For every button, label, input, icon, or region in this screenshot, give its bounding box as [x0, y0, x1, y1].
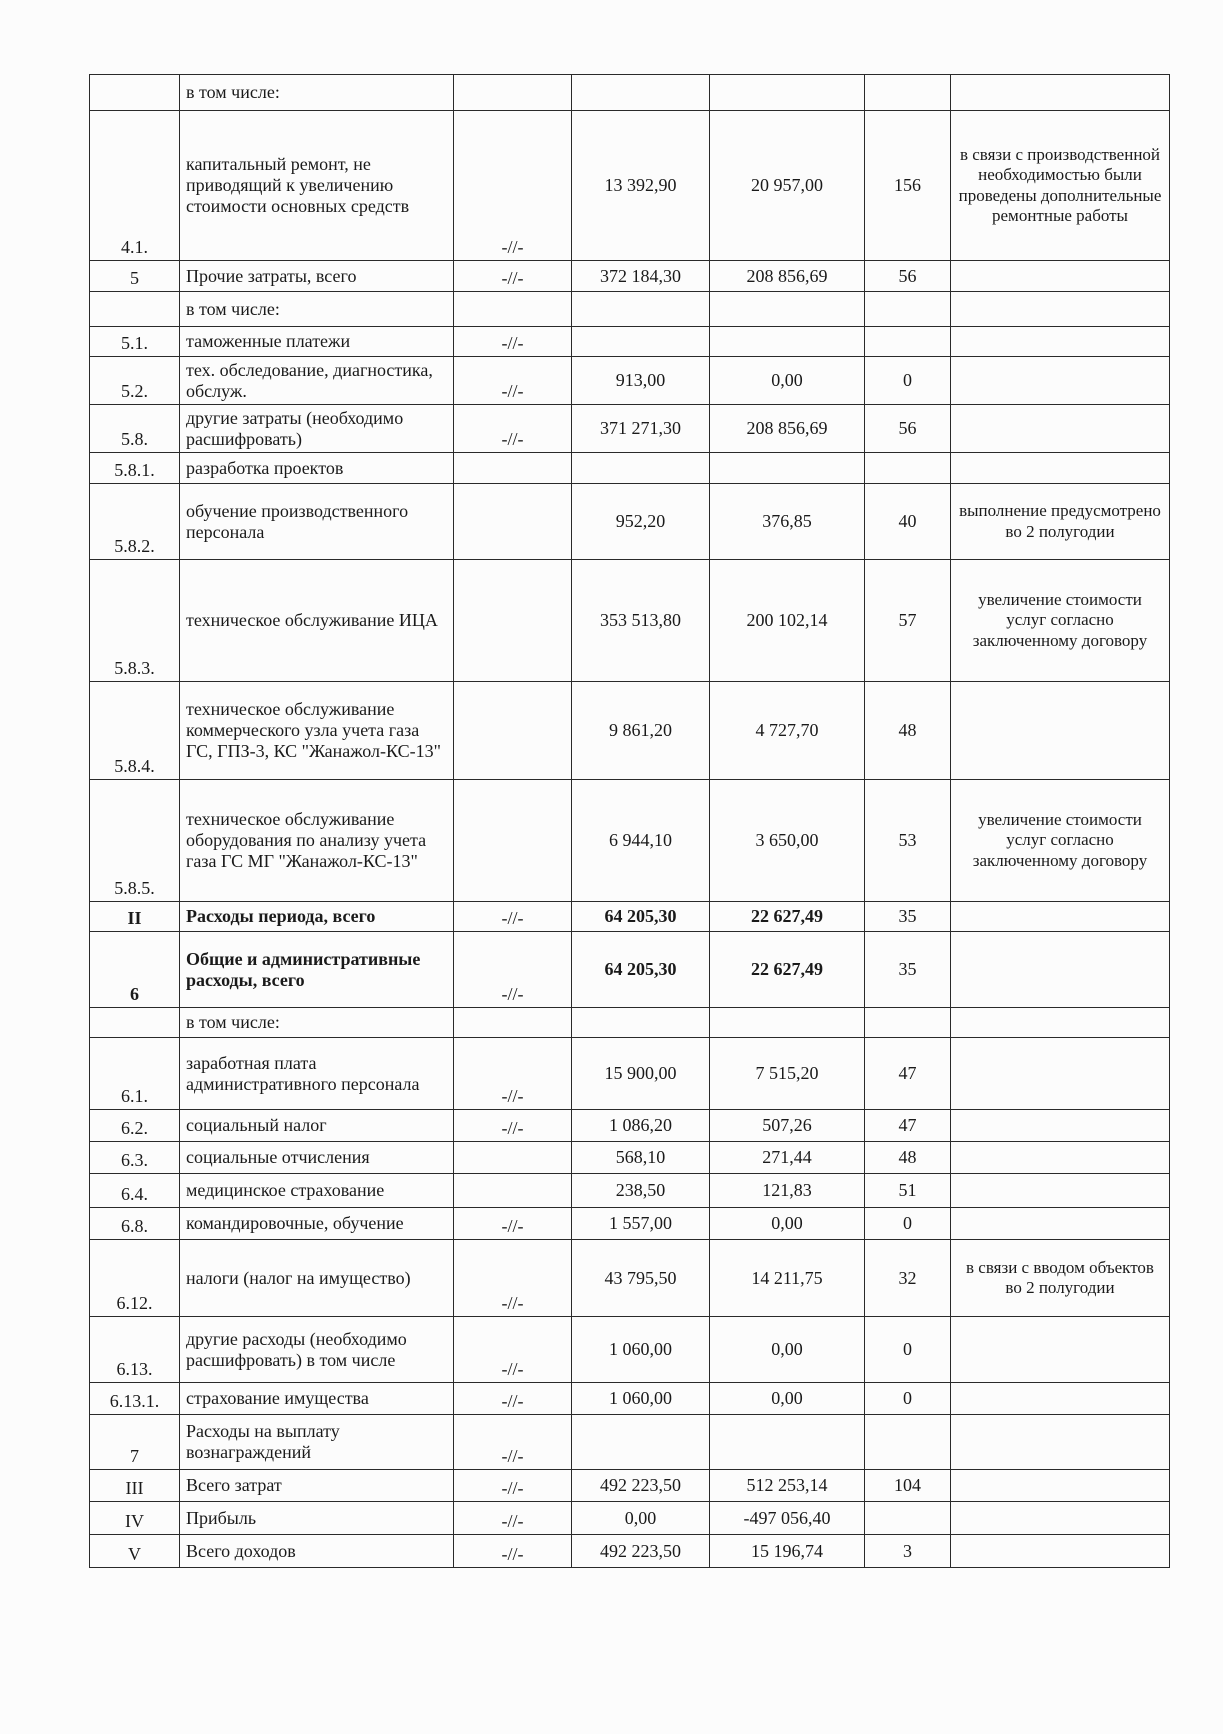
row-number: 4.1. [90, 111, 180, 261]
row-unit [454, 780, 572, 902]
row-plan-value [572, 1415, 710, 1470]
table-row [90, 484, 1170, 560]
row-fact-value: 0,00 [710, 1317, 865, 1383]
row-number: IV [90, 1502, 180, 1535]
row-percent [865, 75, 951, 111]
row-plan-value: 492 223,50 [572, 1535, 710, 1568]
row-name: Прибыль [180, 1502, 454, 1535]
row-fact-value [710, 1415, 865, 1470]
table-row [90, 780, 1170, 902]
row-unit [454, 484, 572, 560]
row-name: техническое обслуживание коммерческого узла учета газа ГС, ГПЗ-3, КС "Жанажол-КС-13" [180, 682, 454, 780]
row-note: выполнение предусмотрено во 2 полугодии [951, 484, 1170, 560]
row-name: другие затраты (необходимо расшифровать) [180, 405, 454, 453]
row-plan-value: 372 184,30 [572, 261, 710, 292]
row-plan-value [572, 75, 710, 111]
row-plan-value [572, 327, 710, 357]
row-number: 5.8.2. [90, 484, 180, 560]
row-unit: -//- [454, 1502, 572, 1535]
row-percent: 0 [865, 1208, 951, 1240]
row-name: налоги (налог на имущество) [180, 1240, 454, 1317]
row-note [951, 1317, 1170, 1383]
row-unit [454, 1008, 572, 1038]
table-row [90, 682, 1170, 780]
row-plan-value [572, 1008, 710, 1038]
row-unit [454, 453, 572, 484]
row-percent [865, 453, 951, 484]
row-percent: 35 [865, 932, 951, 1008]
row-percent [865, 292, 951, 327]
row-plan-value [572, 453, 710, 484]
row-percent: 0 [865, 1383, 951, 1415]
row-name: в том числе: [180, 292, 454, 327]
row-unit: -//- [454, 111, 572, 261]
row-number: 5.8. [90, 405, 180, 453]
row-unit: -//- [454, 1317, 572, 1383]
row-number: 7 [90, 1415, 180, 1470]
row-plan-value: 6 944,10 [572, 780, 710, 902]
row-fact-value: 121,83 [710, 1174, 865, 1208]
expense-report-table [89, 74, 1170, 1568]
row-unit: -//- [454, 327, 572, 357]
table-row [90, 1142, 1170, 1174]
row-note [951, 1535, 1170, 1568]
table-row [90, 1383, 1170, 1415]
row-percent: 3 [865, 1535, 951, 1568]
row-percent [865, 327, 951, 357]
row-unit: -//- [454, 1240, 572, 1317]
table-row [90, 405, 1170, 453]
row-unit: -//- [454, 1470, 572, 1502]
row-note [951, 1208, 1170, 1240]
row-percent [865, 1415, 951, 1470]
row-percent: 48 [865, 1142, 951, 1174]
row-fact-value: 0,00 [710, 1208, 865, 1240]
row-number: 5.1. [90, 327, 180, 357]
row-plan-value: 568,10 [572, 1142, 710, 1174]
row-note: в связи с вводом объектов во 2 полугодии [951, 1240, 1170, 1317]
row-plan-value: 492 223,50 [572, 1470, 710, 1502]
row-name: техническое обслуживание оборудования по анализу учета газа ГС МГ "Жанажол-КС-13" [180, 780, 454, 902]
row-fact-value: 4 727,70 [710, 682, 865, 780]
row-fact-value: 208 856,69 [710, 261, 865, 292]
row-plan-value: 353 513,80 [572, 560, 710, 682]
row-note [951, 1110, 1170, 1142]
row-note [951, 453, 1170, 484]
row-name: в том числе: [180, 75, 454, 111]
row-note: увеличение стоимости услуг согласно заключенному договору [951, 780, 1170, 902]
row-name: Всего затрат [180, 1470, 454, 1502]
row-name: Всего доходов [180, 1535, 454, 1568]
row-fact-value: 208 856,69 [710, 405, 865, 453]
row-name: обучение производственного персонала [180, 484, 454, 560]
row-unit [454, 1174, 572, 1208]
row-fact-value: 376,85 [710, 484, 865, 560]
row-fact-value: -497 056,40 [710, 1502, 865, 1535]
row-number: 6.13.1. [90, 1383, 180, 1415]
row-percent: 156 [865, 111, 951, 261]
row-number: 5 [90, 261, 180, 292]
row-number: 5.8.3. [90, 560, 180, 682]
row-note [951, 1038, 1170, 1110]
row-percent: 48 [865, 682, 951, 780]
row-name: Прочие затраты, всего [180, 261, 454, 292]
row-number: 5.8.1. [90, 453, 180, 484]
table-row [90, 292, 1170, 327]
row-name: страхование имущества [180, 1383, 454, 1415]
row-fact-value: 14 211,75 [710, 1240, 865, 1317]
table-row [90, 1240, 1170, 1317]
table-row [90, 932, 1170, 1008]
row-fact-value: 0,00 [710, 357, 865, 405]
row-percent [865, 1502, 951, 1535]
table-row [90, 1470, 1170, 1502]
row-fact-value: 7 515,20 [710, 1038, 865, 1110]
row-note [951, 405, 1170, 453]
row-plan-value: 9 861,20 [572, 682, 710, 780]
row-unit: -//- [454, 1038, 572, 1110]
row-percent: 51 [865, 1174, 951, 1208]
row-name: командировочные, обучение [180, 1208, 454, 1240]
row-fact-value: 3 650,00 [710, 780, 865, 902]
row-note [951, 292, 1170, 327]
row-fact-value [710, 327, 865, 357]
table-row [90, 453, 1170, 484]
row-plan-value: 1 086,20 [572, 1110, 710, 1142]
row-note: увеличение стоимости услуг согласно заключенному договору [951, 560, 1170, 682]
row-fact-value: 507,26 [710, 1110, 865, 1142]
row-number: 6.4. [90, 1174, 180, 1208]
row-note [951, 327, 1170, 357]
row-unit [454, 560, 572, 682]
row-fact-value [710, 292, 865, 327]
row-name: Расходы на выплату вознаграждений [180, 1415, 454, 1470]
row-number: 6.13. [90, 1317, 180, 1383]
row-percent: 53 [865, 780, 951, 902]
row-plan-value: 952,20 [572, 484, 710, 560]
row-number: 6.8. [90, 1208, 180, 1240]
row-fact-value: 20 957,00 [710, 111, 865, 261]
row-note [951, 1502, 1170, 1535]
row-plan-value: 64 205,30 [572, 932, 710, 1008]
row-percent: 32 [865, 1240, 951, 1317]
row-name: техническое обслуживание ИЦА [180, 560, 454, 682]
row-number: 6.12. [90, 1240, 180, 1317]
table-row [90, 111, 1170, 261]
row-number: 5.8.5. [90, 780, 180, 902]
table-row [90, 1415, 1170, 1470]
row-name: медицинское страхование [180, 1174, 454, 1208]
row-name: разработка проектов [180, 453, 454, 484]
report-table-body [90, 75, 1170, 1568]
row-name: социальный налог [180, 1110, 454, 1142]
row-plan-value: 0,00 [572, 1502, 710, 1535]
row-name: социальные отчисления [180, 1142, 454, 1174]
row-plan-value: 1 060,00 [572, 1317, 710, 1383]
table-row [90, 1110, 1170, 1142]
row-unit [454, 292, 572, 327]
row-unit: -//- [454, 1208, 572, 1240]
row-percent: 47 [865, 1110, 951, 1142]
row-percent: 0 [865, 357, 951, 405]
row-note [951, 75, 1170, 111]
row-number [90, 292, 180, 327]
row-note [951, 1383, 1170, 1415]
row-plan-value: 238,50 [572, 1174, 710, 1208]
row-number: 5.8.4. [90, 682, 180, 780]
row-name: таможенные платежи [180, 327, 454, 357]
table-row [90, 1174, 1170, 1208]
table-row [90, 1208, 1170, 1240]
row-note [951, 357, 1170, 405]
row-note [951, 902, 1170, 932]
row-number: 6.1. [90, 1038, 180, 1110]
row-unit: -//- [454, 902, 572, 932]
row-unit: -//- [454, 405, 572, 453]
row-fact-value: 15 196,74 [710, 1535, 865, 1568]
row-name: Общие и административные расходы, всего [180, 932, 454, 1008]
row-name: капитальный ремонт, не приводящий к увеличению стоимости основных средств [180, 111, 454, 261]
row-note: в связи с производственной необходимостью были проведены дополнительные ремонтные работы [951, 111, 1170, 261]
row-number [90, 1008, 180, 1038]
row-note [951, 1415, 1170, 1470]
table-row [90, 1317, 1170, 1383]
row-fact-value: 0,00 [710, 1383, 865, 1415]
row-unit: -//- [454, 357, 572, 405]
row-percent: 47 [865, 1038, 951, 1110]
table-row [90, 357, 1170, 405]
row-fact-value: 271,44 [710, 1142, 865, 1174]
row-fact-value: 22 627,49 [710, 902, 865, 932]
row-number: 6 [90, 932, 180, 1008]
row-number: III [90, 1470, 180, 1502]
row-fact-value [710, 1008, 865, 1038]
row-name: другие расходы (необходимо расшифровать) в том числе [180, 1317, 454, 1383]
row-plan-value: 43 795,50 [572, 1240, 710, 1317]
row-fact-value: 200 102,14 [710, 560, 865, 682]
row-number: V [90, 1535, 180, 1568]
table-row [90, 1535, 1170, 1568]
table-row [90, 902, 1170, 932]
table-row [90, 261, 1170, 292]
table-row [90, 1008, 1170, 1038]
row-note [951, 1142, 1170, 1174]
row-note [951, 932, 1170, 1008]
row-plan-value: 1 557,00 [572, 1208, 710, 1240]
row-name: тех. обследование, диагностика, обслуж. [180, 357, 454, 405]
row-plan-value: 913,00 [572, 357, 710, 405]
row-fact-value: 512 253,14 [710, 1470, 865, 1502]
row-unit [454, 1142, 572, 1174]
row-plan-value: 1 060,00 [572, 1383, 710, 1415]
row-number [90, 75, 180, 111]
row-note [951, 1174, 1170, 1208]
row-name: Расходы периода, всего [180, 902, 454, 932]
row-unit: -//- [454, 1110, 572, 1142]
row-unit [454, 75, 572, 111]
table-row [90, 75, 1170, 111]
row-percent: 0 [865, 1317, 951, 1383]
row-note [951, 682, 1170, 780]
row-percent: 104 [865, 1470, 951, 1502]
table-row [90, 1502, 1170, 1535]
row-name: заработная плата административного персонала [180, 1038, 454, 1110]
row-unit: -//- [454, 932, 572, 1008]
row-unit: -//- [454, 261, 572, 292]
table-row [90, 560, 1170, 682]
row-number: II [90, 902, 180, 932]
row-number: 6.3. [90, 1142, 180, 1174]
row-note [951, 261, 1170, 292]
row-number: 5.2. [90, 357, 180, 405]
row-plan-value: 64 205,30 [572, 902, 710, 932]
row-name: в том числе: [180, 1008, 454, 1038]
row-number: 6.2. [90, 1110, 180, 1142]
row-plan-value [572, 292, 710, 327]
row-unit: -//- [454, 1415, 572, 1470]
row-fact-value [710, 75, 865, 111]
row-unit: -//- [454, 1535, 572, 1568]
row-percent: 35 [865, 902, 951, 932]
row-note [951, 1008, 1170, 1038]
row-plan-value: 15 900,00 [572, 1038, 710, 1110]
row-percent: 56 [865, 261, 951, 292]
row-note [951, 1470, 1170, 1502]
row-percent [865, 1008, 951, 1038]
row-plan-value: 13 392,90 [572, 111, 710, 261]
table-row [90, 1038, 1170, 1110]
row-unit: -//- [454, 1383, 572, 1415]
row-plan-value: 371 271,30 [572, 405, 710, 453]
row-unit [454, 682, 572, 780]
row-fact-value: 22 627,49 [710, 932, 865, 1008]
row-fact-value [710, 453, 865, 484]
row-percent: 56 [865, 405, 951, 453]
table-row [90, 327, 1170, 357]
row-percent: 57 [865, 560, 951, 682]
row-percent: 40 [865, 484, 951, 560]
